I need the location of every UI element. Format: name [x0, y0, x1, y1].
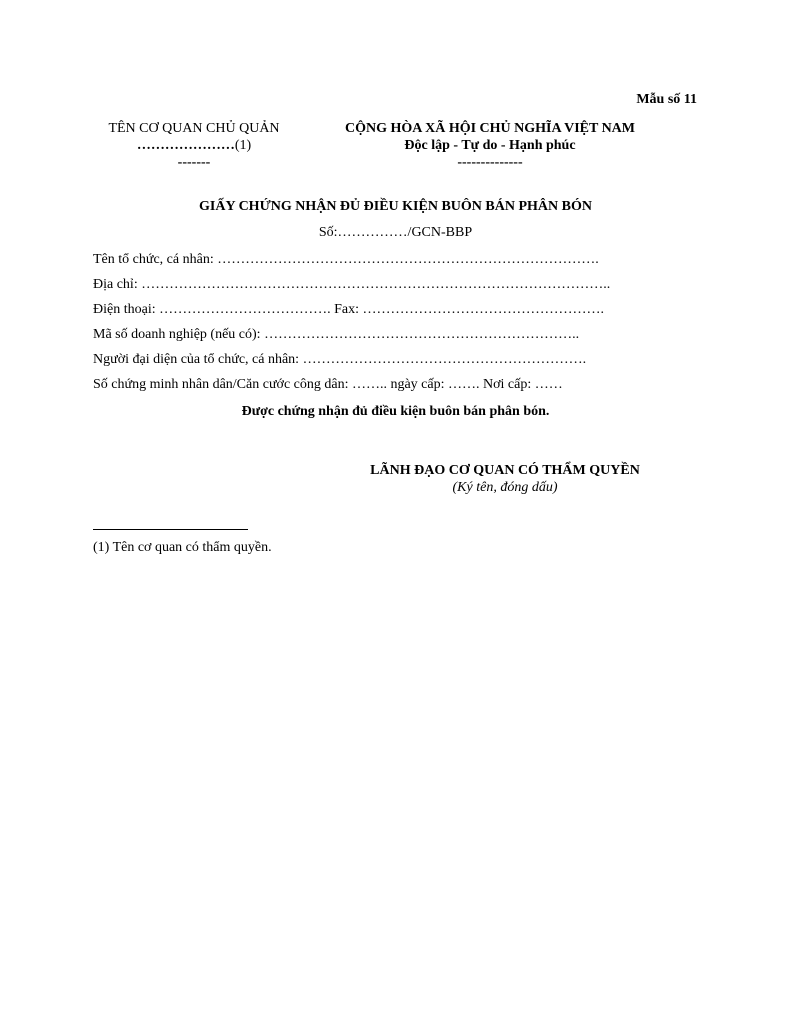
signature-title: LÃNH ĐẠO CƠ QUAN CÓ THẨM QUYỀN — [370, 463, 640, 478]
agency-divider: ------- — [177, 155, 211, 170]
form-fields — [93, 251, 693, 401]
agency-placeholder-dots: ………………… — [136, 138, 235, 153]
signature-note: (Ký tên, đóng dấu) — [452, 480, 558, 495]
footnote: (1) Tên cơ quan có thẩm quyền. — [93, 540, 272, 555]
form-number: Mẫu số 11 — [636, 92, 697, 107]
footnote-divider — [93, 529, 248, 530]
issuing-agency-header — [96, 120, 292, 171]
field-business-code: Mã số doanh nghiệp (nếu có): ………………………………………………………….. — [93, 327, 580, 342]
certification-statement: Được chứng nhận đủ điều kiện buôn bán phân bón. — [241, 404, 550, 419]
country-name: CỘNG HÒA XÃ HỘI CHỦ NGHĨA VIỆT NAM — [344, 121, 635, 136]
national-motto: Độc lập - Tự do - Hạnh phúc — [404, 138, 576, 153]
agency-placeholder — [96, 137, 292, 154]
agency-name: TÊN CƠ QUAN CHỦ QUẢN — [108, 121, 280, 136]
field-phone-fax: Điện thoại: ………………………………. Fax: ……………………………………………. — [93, 302, 604, 317]
document-number: Số:……………/GCN-BBP — [318, 225, 473, 240]
field-id-number: Số chứng minh nhân dân/Căn cước công dân: …….. ngày cấp: ……. Nơi cấp: …… — [93, 377, 563, 392]
national-header — [312, 120, 668, 171]
field-representative: Người đại diện của tổ chức, cá nhân: ……………………………………………………. — [93, 352, 587, 367]
motto-divider: -------------- — [457, 155, 523, 170]
document-title: GIẤY CHỨNG NHẬN ĐỦ ĐIỀU KIỆN BUÔN BÁN PHÂN BÓN — [199, 199, 592, 214]
signature-block — [340, 462, 670, 496]
field-organization-name: Tên tổ chức, cá nhân: ………………………………………………………………………. — [93, 252, 599, 267]
agency-placeholder-ref: (1) — [234, 138, 252, 153]
field-address: Địa chỉ: ……………………………………………………………………………………….. — [93, 277, 611, 292]
